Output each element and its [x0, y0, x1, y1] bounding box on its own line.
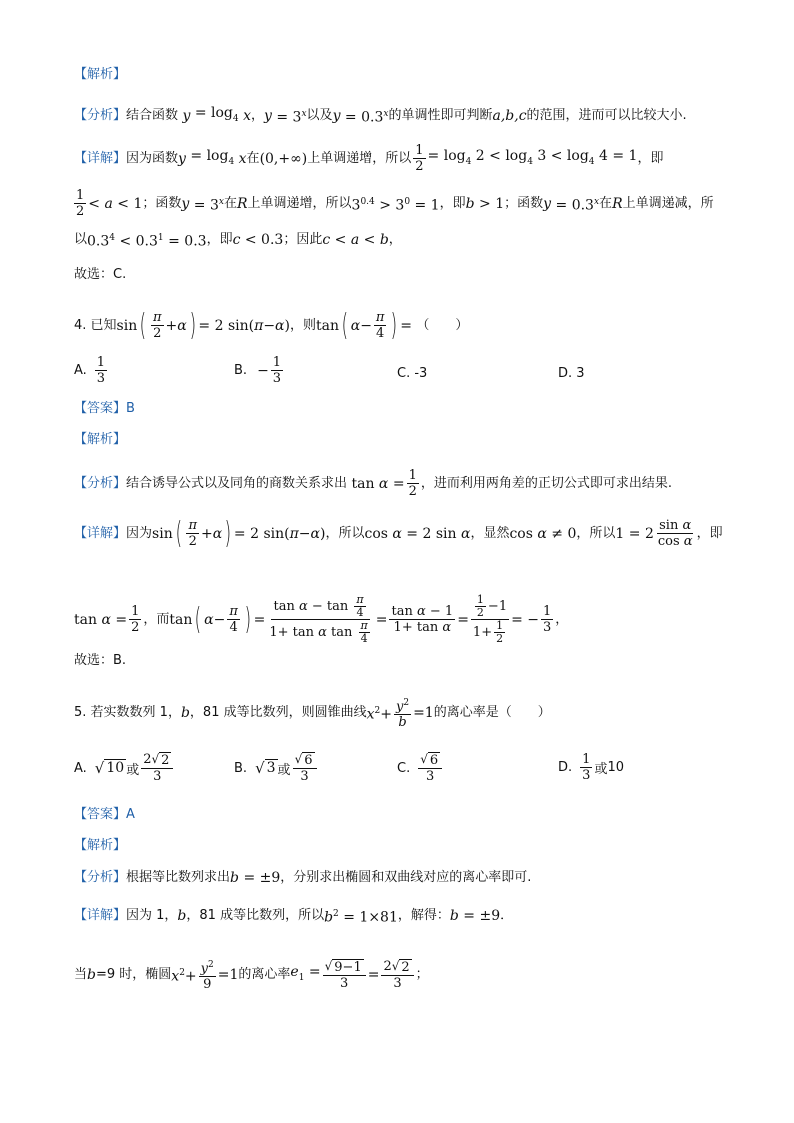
- text: 在: [599, 195, 613, 211]
- text: 当: [74, 967, 88, 983]
- math: = $\log_4$: [185, 147, 235, 167]
- math: = $0.3^x$: [340, 109, 389, 126]
- math: tan α =: [74, 611, 128, 628]
- text: 因为 1，: [126, 907, 178, 923]
- text: 的单调性即可判断: [388, 107, 493, 123]
- option-label: D.: [558, 760, 573, 775]
- detail-line-q4-1: [74, 515, 723, 551]
- analysis-line-q4: [74, 468, 672, 499]
- math: sin: [152, 525, 173, 542]
- option-c[interactable]: [397, 752, 444, 784]
- text: ；: [415, 967, 429, 983]
- math: $b^2 = 1\times 81$: [324, 909, 398, 926]
- math: y: [181, 195, 190, 212]
- text: ，即: [696, 525, 723, 541]
- text: 上单调递增，所以: [307, 150, 412, 166]
- section-analysis-heading-q4: [74, 431, 126, 449]
- text: ，所以: [325, 525, 365, 541]
- option-d[interactable]: [558, 752, 624, 783]
- math: +α: [200, 525, 223, 542]
- math: a,b,c: [492, 107, 527, 124]
- text: 结合诱导公式以及同角的商数关系求出: [126, 475, 348, 491]
- option-label: D. 3: [558, 366, 585, 381]
- fraction: $\frac{y^2}{b}$: [395, 698, 410, 731]
- text: 因为: [126, 525, 153, 541]
- option-b[interactable]: [234, 355, 285, 386]
- option-a[interactable]: [74, 752, 175, 784]
- tag-fenxi: 【分析】: [74, 870, 127, 885]
- text: 根据等比数列求出: [126, 870, 231, 885]
- text: ，即: [206, 231, 233, 247]
- detail-line-q5-1: [74, 905, 513, 927]
- text: ．: [500, 907, 514, 923]
- fraction: √ 6 3: [293, 752, 317, 784]
- fraction: $\frac{\pi}{4}$: [229, 604, 238, 635]
- text: 在: [246, 150, 260, 166]
- answer-choice-q3: [74, 266, 126, 284]
- math: = $0.3^x$: [551, 196, 600, 214]
- math: sin: [116, 317, 138, 334]
- math: =1: [413, 705, 434, 722]
- section-analysis-heading: [74, 66, 126, 84]
- fraction: $\frac{1}{3}$: [272, 355, 282, 386]
- math: y: [543, 195, 552, 212]
- text: ，: [555, 611, 569, 627]
- option-d[interactable]: [558, 366, 585, 381]
- math: tan: [169, 611, 193, 628]
- text: 10: [607, 760, 624, 775]
- math: b = ±9: [230, 870, 281, 886]
- option-label: C. -3: [397, 366, 428, 381]
- paren: ): [189, 307, 196, 343]
- detail-line-q5-2: [74, 958, 429, 992]
- paren: ): [224, 515, 232, 551]
- math: b = ±9: [449, 907, 501, 924]
- answer-q5: [74, 806, 135, 824]
- tag-daan: 【答案】B: [74, 401, 135, 416]
- tag-fenxi: 【分析】: [74, 475, 127, 491]
- math: tan α =: [347, 475, 405, 492]
- text: 的离心率是（ ）: [433, 705, 551, 721]
- text: ；函数: [504, 195, 544, 211]
- math: = $3^x$: [189, 196, 224, 214]
- detail-line-q3-3: [74, 229, 402, 251]
- answer-choice-q4: [74, 652, 126, 670]
- math: R: [612, 195, 623, 212]
- option-label: B.: [234, 363, 248, 378]
- option-b[interactable]: [234, 752, 319, 784]
- paren: (: [139, 307, 147, 343]
- option-label: B.: [234, 760, 248, 776]
- text: ，: [250, 107, 264, 123]
- math: c < 0.3: [232, 231, 284, 248]
- tag-jiexi: 【解析】: [74, 67, 127, 82]
- tag-daan: 【答案】A: [74, 807, 135, 822]
- math: $0.3^4 < 0.3^1 = 0.3$: [87, 233, 207, 250]
- fraction: √ 6 3: [418, 752, 442, 784]
- math: = $\log_4$: [190, 105, 239, 124]
- math: α−: [350, 317, 372, 334]
- math: b: [177, 907, 187, 924]
- analysis-line-q5: [74, 869, 531, 887]
- text: 或: [126, 762, 140, 778]
- text: ，则: [289, 317, 316, 333]
- text: 4. 已知: [74, 317, 117, 333]
- text: 上单调递增，所以: [247, 195, 352, 211]
- math: −: [257, 362, 269, 379]
- detail-line-q3-1: [74, 143, 663, 174]
- math: x: [243, 107, 251, 124]
- math: < a < 1: [88, 195, 143, 212]
- math: = $\log_4 2 < \log_4 3 < \log_4 4 = 1$: [427, 147, 638, 167]
- detail-line-q3-2: [74, 188, 714, 219]
- text: ，分别求出椭圆和双曲线对应的离心率即可.: [280, 870, 532, 885]
- text: 以及: [306, 107, 333, 123]
- fraction: tan α − tan $\frac{\pi}{4}$ 1+ tan α tan $\frac{\pi}{4}$: [269, 593, 368, 645]
- math: =: [367, 967, 380, 984]
- math: = 2 sin(π−α): [233, 525, 326, 542]
- math: $e_1$ =: [290, 964, 321, 984]
- option-a[interactable]: [74, 355, 109, 386]
- paren: (: [341, 307, 349, 343]
- text: 因为函数: [126, 150, 179, 166]
- math: (0,+∞): [259, 150, 308, 167]
- answer-q4: [74, 400, 135, 418]
- text: ，81 成等比数列，则圆锥曲线: [189, 705, 367, 721]
- text: ，解得：: [397, 907, 450, 923]
- math: y: [264, 107, 272, 124]
- fraction: $\frac{1}{2}$: [76, 188, 85, 219]
- fraction: $\frac{1}{2}$ −1 1+ $\frac{1}{2}$: [472, 593, 508, 645]
- question-5: [74, 696, 551, 730]
- tag-fenxi: 【分析】: [74, 107, 127, 123]
- text: 的离心率: [238, 967, 291, 983]
- tag-jiexi: 【解析】: [74, 838, 127, 853]
- tag-xiangjie: 【详解】: [74, 525, 127, 541]
- fraction: $\frac{1}{2}$: [131, 604, 140, 635]
- fraction: $\frac{1}{3}$: [96, 355, 106, 386]
- text: 在: [223, 195, 237, 211]
- math: =: [253, 611, 266, 628]
- text: ，即: [637, 150, 664, 166]
- math: cos α ≠ 0: [509, 525, 577, 542]
- math: y: [332, 107, 341, 124]
- tag-jiexi: 【解析】: [74, 432, 127, 447]
- fraction: 2 √ 2 3: [381, 959, 413, 991]
- math: R: [236, 195, 248, 212]
- fraction: $\frac{1}{3}$: [543, 604, 552, 635]
- detail-line-q4-2: [74, 594, 568, 645]
- math: b: [180, 705, 190, 722]
- text: 结合函数: [126, 107, 179, 123]
- text: ，: [388, 231, 402, 247]
- option-label: A.: [74, 760, 87, 776]
- math: y: [178, 150, 186, 167]
- math: =: [375, 611, 388, 628]
- math: = 2 sin(π−α): [198, 317, 290, 334]
- text: =9 时，椭圆: [95, 967, 172, 983]
- paren: (: [175, 515, 182, 551]
- math: $3^{0.4} > 3^0 = 1$: [351, 196, 440, 214]
- fraction: $\frac{\pi}{2}$: [188, 518, 197, 549]
- text: ，而: [143, 611, 170, 627]
- math: b: [87, 967, 96, 984]
- math: 1 = 2: [615, 525, 654, 542]
- text: 故选：B.: [74, 653, 127, 668]
- text: 以: [74, 231, 88, 247]
- fraction: 2 √ 2 3: [141, 752, 173, 784]
- math: +α: [165, 317, 187, 334]
- math: =1: [217, 967, 239, 984]
- text: 或: [277, 762, 291, 778]
- text: ，进而利用两角差的正切公式即可求出结果.: [420, 475, 672, 491]
- text: 故选：C.: [74, 267, 127, 282]
- text: ，显然: [470, 525, 510, 541]
- text: 5. 若实数数列 1，: [74, 705, 181, 721]
- fraction: $\frac{1}{2}$: [415, 143, 424, 174]
- math: √ 3: [255, 759, 276, 777]
- fraction: $\frac{\text{sin α}}{\text{cos α}}$: [657, 518, 693, 549]
- text: 或: [594, 762, 608, 777]
- text: （ ）: [416, 317, 469, 333]
- math: cos α = 2 sin α: [364, 525, 471, 542]
- math: $x^2+$: [171, 968, 197, 985]
- paren: (: [195, 601, 202, 637]
- fraction: $\frac{\pi}{2}$: [152, 310, 162, 341]
- text: 上单调递减，所: [622, 195, 714, 211]
- fraction: $\frac{y^2}{9}$: [200, 960, 214, 993]
- math: $x^2+$: [366, 706, 392, 723]
- question-4: [74, 307, 469, 343]
- fraction: $\frac{\text{tan α − 1}}{\text{1+ tan α}}$: [391, 604, 454, 635]
- math: =: [400, 317, 417, 334]
- math: b > 1: [465, 195, 505, 212]
- fraction: $\frac{\pi}{4}$: [375, 310, 385, 341]
- text: ；因此: [283, 231, 323, 247]
- paren: ): [391, 307, 398, 343]
- analysis-line-q3: [74, 104, 687, 128]
- option-label: A.: [74, 363, 87, 378]
- text: ，81 成等比数列，所以: [186, 907, 325, 923]
- section-analysis-heading-q5: [74, 837, 126, 855]
- tag-xiangjie: 【详解】: [74, 907, 127, 923]
- text: ，所以: [576, 525, 616, 541]
- text: ，即: [439, 195, 466, 211]
- math: =: [457, 611, 469, 628]
- option-c[interactable]: [397, 366, 427, 381]
- math: x: [238, 150, 247, 167]
- text: ；函数: [142, 195, 182, 211]
- option-label: C.: [397, 760, 411, 776]
- fraction: $\frac{1}{3}$: [582, 752, 591, 783]
- math: c < a < b: [322, 231, 389, 248]
- math: = −: [511, 611, 540, 628]
- math: α−: [204, 611, 226, 628]
- math: = $3^x$: [271, 109, 307, 126]
- math: y: [178, 107, 191, 124]
- math: √ 10: [94, 759, 125, 777]
- fraction: √ 9−1 3: [323, 959, 366, 991]
- text: 的范围，进而可以比较大小.: [526, 107, 687, 123]
- tag-xiangjie: 【详解】: [74, 150, 127, 166]
- paren: ): [244, 601, 251, 637]
- math: tan: [316, 317, 339, 334]
- fraction: $\frac{1}{2}$: [408, 468, 417, 499]
